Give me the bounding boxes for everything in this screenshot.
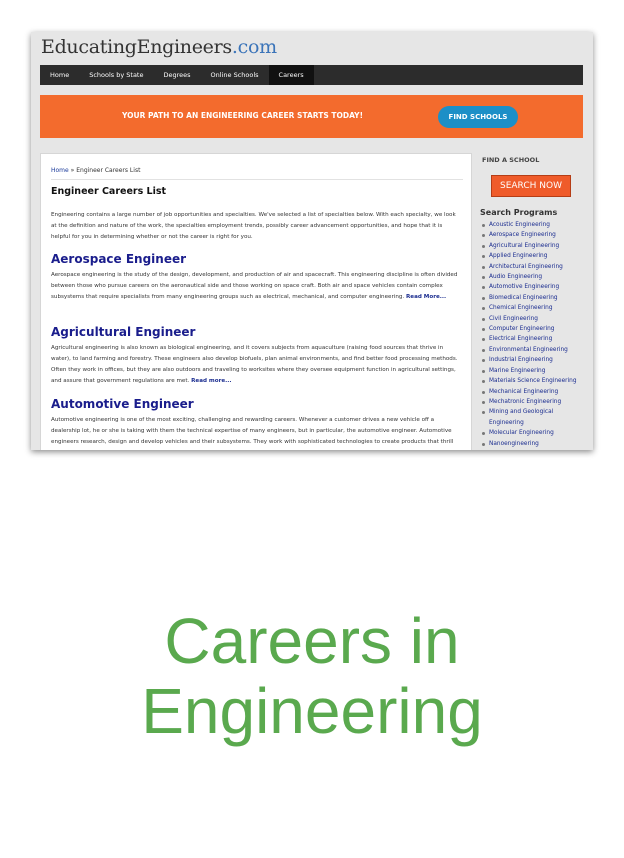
breadcrumb-home-link[interactable]: Home [51, 167, 69, 174]
program-link[interactable]: Mechatronic Engineering [481, 397, 589, 407]
intro-paragraph: Engineering contains a large number of job opportunities and specialties. We've selected a list of specialties below. With each specialty, we look at the definition and nature of the work, the specialties employment trends, possibly career advancement opportunities, and hope that it is helpful for you in determining whether or not the career is right for you. [51, 212, 456, 240]
career-title-agricultural[interactable]: Agricultural Engineer [51, 325, 196, 339]
read-more-agricultural-link[interactable]: Read more... [191, 378, 232, 384]
nav-item-schools-by-state[interactable]: Schools by State [89, 71, 144, 79]
breadcrumb-current: Engineer Careers List [76, 167, 141, 174]
program-link[interactable]: Biomedical Engineering [481, 293, 589, 303]
search-now-button[interactable]: SEARCH NOW [491, 175, 571, 197]
sidebar [479, 153, 589, 450]
program-link[interactable]: Marine Engineering [481, 366, 589, 376]
program-link[interactable]: Mining and Geological Engineering [481, 407, 589, 428]
career-text-aerospace: Aerospace engineering is the study of the design, development, and production of air and spacecraft. This engineering discipline is often divided between those who pursue careers on the aeronautical side and those working on space craft. Both air and space vehicles contain complex subsystems that require specialists from many engineering groups such as electrical, mechanical, and computer engineering. [51, 272, 458, 300]
career-desc-aerospace [51, 270, 463, 303]
breadcrumb [51, 167, 140, 174]
search-programs-heading: Search Programs [480, 208, 558, 217]
nav-item-online-schools[interactable]: Online Schools [210, 71, 259, 79]
caption [0, 606, 624, 746]
find-a-school-label: FIND A SCHOOL [482, 156, 540, 164]
nav-item-home[interactable]: Home [50, 71, 70, 79]
site-logo[interactable] [41, 36, 277, 58]
career-desc-automotive [51, 415, 463, 448]
main-content [40, 153, 472, 450]
career-title-aerospace[interactable]: Aerospace Engineer [51, 252, 187, 266]
program-link[interactable]: Industrial Engineering [481, 355, 589, 365]
program-link[interactable]: Agricultural Engineering [481, 241, 589, 251]
logo-main-text: EducatingEngineers [41, 36, 232, 58]
career-text-agricultural: Agricultural engineering is also known as biological engineering, and it covers subjects from aquaculture (raising food sources that thrive in water), to land farming and forestry. These engineers also develop biofuels, plan animal environments, and find better food processing methods. Often they work in offices, but they are also outdoors and traveling to worksites where they oversee equipment function in agricultural settings, and assure that government regulations are met. [51, 345, 458, 384]
page-title: Engineer Careers List [51, 186, 167, 197]
logo-suffix-text: .com [231, 36, 277, 58]
program-link[interactable]: Applied Engineering [481, 251, 589, 261]
website-screenshot [31, 32, 593, 450]
nav-item-degrees[interactable]: Degrees [163, 71, 191, 79]
career-title-automotive[interactable]: Automotive Engineer [51, 397, 194, 411]
program-link[interactable]: Environmental Engineering [481, 345, 589, 355]
career-desc-agricultural [51, 343, 463, 387]
program-link[interactable]: Automotive Engineering [481, 282, 589, 292]
program-link[interactable]: Nanoengineering [481, 439, 589, 449]
caption-line-1: Careers in [164, 605, 460, 677]
program-link[interactable]: Computer Engineering [481, 324, 589, 334]
nav-item-careers[interactable]: Careers [269, 65, 314, 85]
program-link[interactable]: Aerospace Engineering [481, 230, 589, 240]
program-link[interactable]: Materials Science Engineering [481, 376, 589, 386]
breadcrumb-separator: » [68, 167, 77, 174]
program-link[interactable]: Electrical Engineering [481, 334, 589, 344]
program-link[interactable]: Chemical Engineering [481, 303, 589, 313]
banner-text: YOUR PATH TO AN ENGINEERING CAREER STARTS TODAY! [122, 111, 364, 120]
program-link[interactable]: Architectural Engineering [481, 262, 589, 272]
career-text-automotive: Automotive engineering is one of the most exciting, challenging and rewarding careers. Whenever a customer drives a new vehicle off a dealership lot, he or she is taking with them the technical expertise of many engineers, but in particular, the automotive engineer. Automotive engineers research, design and develop vehicles and their subsystems. They work with sophisticated technologies to create products that thrill [51, 417, 454, 445]
program-link[interactable]: Acoustic Engineering [481, 220, 589, 230]
main-nav [40, 65, 583, 85]
find-schools-button[interactable]: FIND SCHOOLS [438, 106, 518, 128]
promo-banner [40, 95, 583, 138]
read-more-aerospace-link[interactable]: Read More... [405, 294, 447, 300]
program-link[interactable]: Audio Engineering [481, 272, 589, 282]
program-link[interactable]: Mechanical Engineering [481, 387, 589, 397]
caption-line-2: Engineering [141, 675, 483, 747]
breadcrumb-divider [51, 179, 463, 180]
programs-list [481, 220, 589, 449]
program-link[interactable]: Molecular Engineering [481, 428, 589, 438]
program-link[interactable]: Civil Engineering [481, 314, 589, 324]
